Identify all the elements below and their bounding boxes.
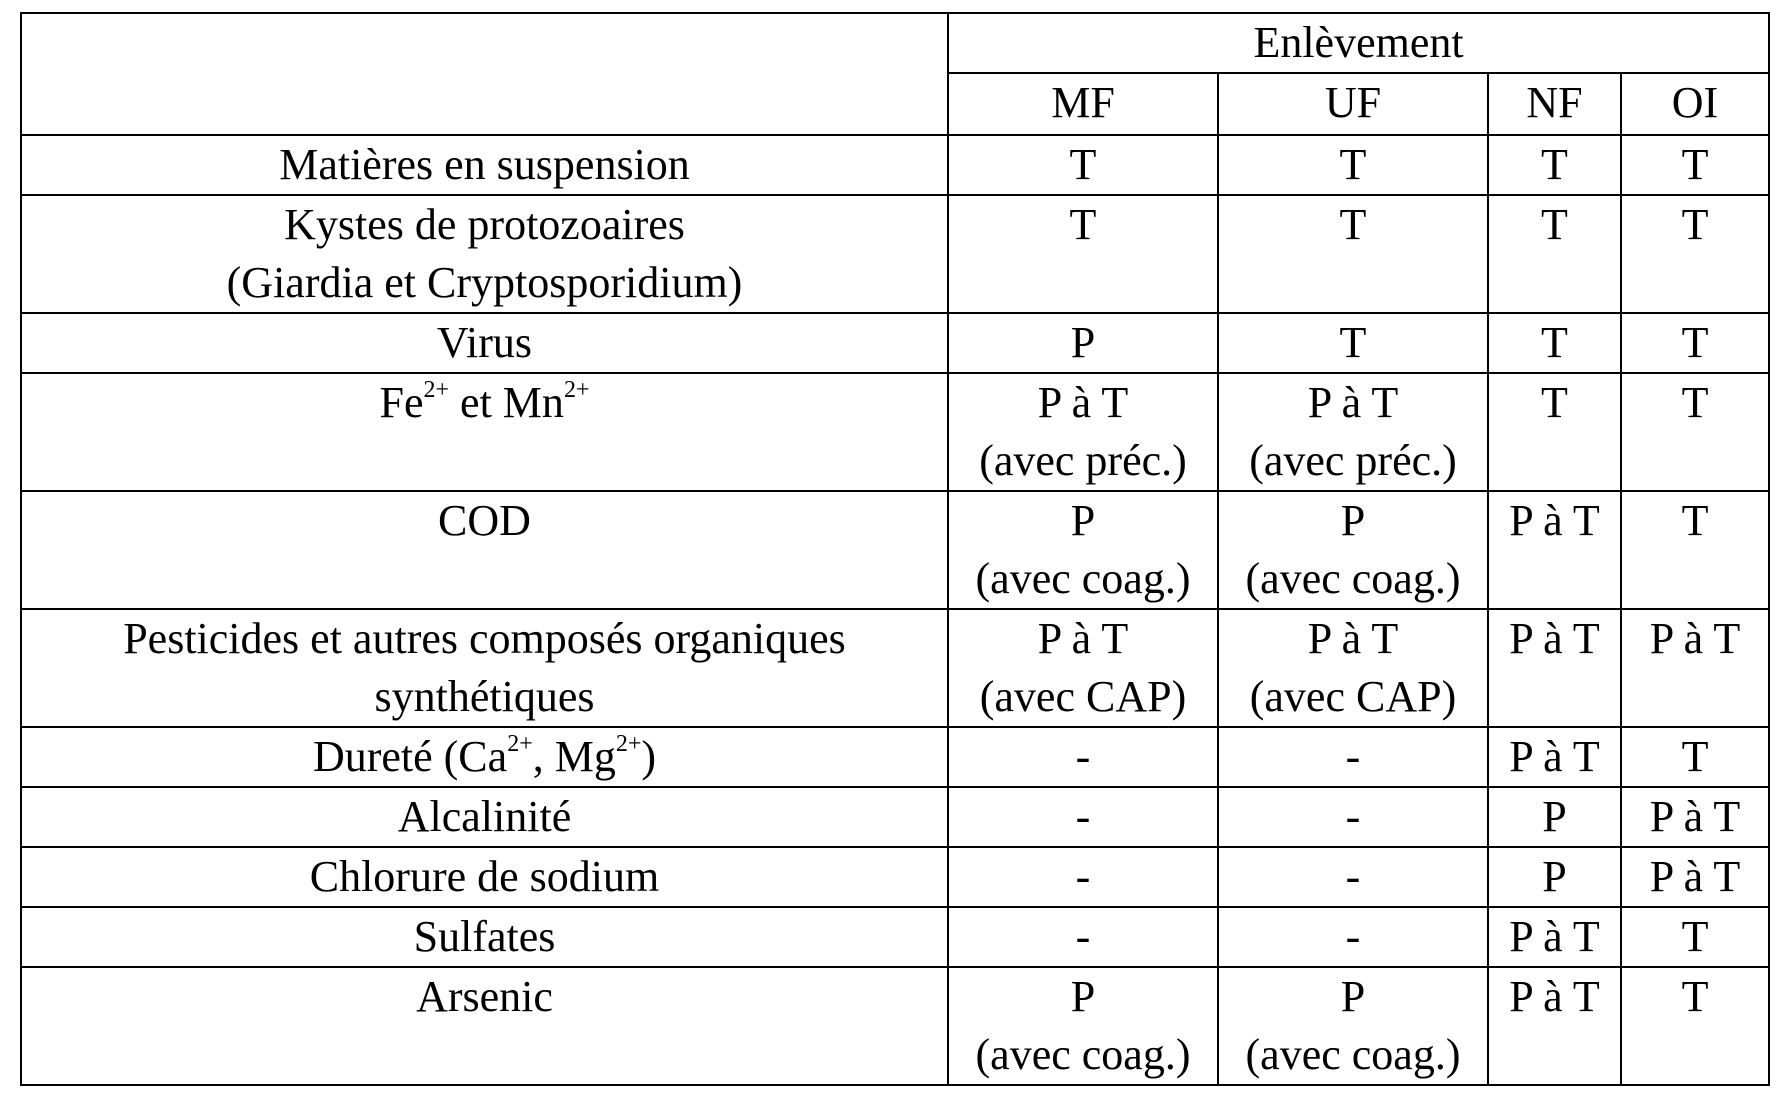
param-cell — [21, 491, 948, 609]
param-label: Fe — [379, 378, 424, 427]
param-cell — [21, 907, 948, 967]
param-cell — [21, 787, 948, 847]
value-main: P — [1340, 496, 1366, 545]
value-cell-uf: T — [1218, 313, 1488, 373]
col-header-oi: OI — [1621, 73, 1769, 135]
value-cell-uf: - — [1218, 787, 1488, 847]
superscript: 2+ — [423, 377, 450, 403]
value-cell-mf: - — [948, 727, 1218, 787]
table-row — [21, 967, 1769, 1085]
table-row — [21, 609, 1769, 727]
param-cell — [21, 967, 948, 1085]
param-label: Dureté (Ca — [312, 732, 508, 781]
value-main: P à T — [1037, 378, 1129, 427]
group-header: Enlèvement — [948, 13, 1769, 73]
param-cell — [21, 195, 948, 313]
value-note: (avec coag.) — [975, 1030, 1191, 1079]
value-cell-uf: T — [1218, 135, 1488, 195]
value-cell-uf: - — [1218, 847, 1488, 907]
value-cell-nf: T — [1488, 313, 1621, 373]
value-main: P — [1070, 972, 1096, 1021]
superscript: 2+ — [563, 377, 590, 403]
value-note: (avec coag.) — [1245, 1030, 1461, 1079]
table-row — [21, 313, 1769, 373]
value-cell-nf: P à T — [1488, 491, 1621, 609]
value-cell-oi: T — [1621, 135, 1769, 195]
table-row — [21, 787, 1769, 847]
param-cell — [21, 847, 948, 907]
value-cell-oi: P à T — [1621, 609, 1769, 727]
value-note: (avec CAP) — [1249, 672, 1457, 721]
value-cell-nf: T — [1488, 135, 1621, 195]
value-cell-oi: T — [1621, 727, 1769, 787]
value-cell-mf: - — [948, 787, 1218, 847]
value-cell-oi: P à T — [1621, 787, 1769, 847]
param-label: COD — [438, 496, 531, 545]
param-label-part: et Mn — [449, 378, 564, 427]
corner-cell — [21, 13, 948, 135]
value-cell-oi: T — [1621, 313, 1769, 373]
col-header-nf: NF — [1488, 73, 1621, 135]
value-cell-oi: T — [1621, 373, 1769, 491]
value-note: (avec coag.) — [1245, 554, 1461, 603]
param-cell — [21, 373, 948, 491]
value-cell-mf — [948, 967, 1218, 1085]
param-label: Pesticides et autres composés organiques — [123, 614, 846, 663]
param-label: Sulfates — [413, 912, 556, 961]
value-cell-nf: T — [1488, 373, 1621, 491]
value-cell-nf: P à T — [1488, 727, 1621, 787]
value-cell-nf: P — [1488, 787, 1621, 847]
superscript: 2+ — [507, 731, 533, 757]
table-row — [21, 491, 1769, 609]
value-cell-mf: T — [948, 195, 1218, 313]
value-cell-uf — [1218, 373, 1488, 491]
param-cell — [21, 609, 948, 727]
value-cell-oi: T — [1621, 195, 1769, 313]
table-row — [21, 847, 1769, 907]
param-label: Alcalinité — [397, 792, 572, 841]
value-cell-nf: P à T — [1488, 907, 1621, 967]
removal-table — [20, 12, 1770, 1086]
param-label: Matières en suspension — [279, 140, 690, 189]
param-label: Virus — [436, 318, 533, 367]
param-label-part: ) — [641, 732, 657, 781]
value-note: (avec coag.) — [975, 554, 1191, 603]
param-label-part: , Mg — [532, 732, 616, 781]
value-main: P à T — [1307, 614, 1399, 663]
value-main: P à T — [1307, 378, 1399, 427]
value-cell-mf — [948, 373, 1218, 491]
value-cell-oi: P à T — [1621, 847, 1769, 907]
col-header-uf: UF — [1218, 73, 1488, 135]
value-cell-uf — [1218, 609, 1488, 727]
table-row — [21, 135, 1769, 195]
table-row — [21, 195, 1769, 313]
value-cell-uf: T — [1218, 195, 1488, 313]
value-cell-nf: P à T — [1488, 967, 1621, 1085]
value-note: (avec préc.) — [1249, 436, 1457, 485]
value-cell-uf: - — [1218, 907, 1488, 967]
value-note: (avec préc.) — [979, 436, 1187, 485]
table-row — [21, 373, 1769, 491]
value-cell-mf: T — [948, 135, 1218, 195]
value-cell-oi: T — [1621, 491, 1769, 609]
value-cell-oi: T — [1621, 907, 1769, 967]
param-label: Arsenic — [416, 972, 553, 1021]
param-cell — [21, 313, 948, 373]
value-cell-mf: P — [948, 313, 1218, 373]
value-cell-uf — [1218, 967, 1488, 1085]
value-cell-mf: - — [948, 847, 1218, 907]
value-cell-uf — [1218, 491, 1488, 609]
value-cell-oi: T — [1621, 967, 1769, 1085]
value-note: (avec CAP) — [979, 672, 1187, 721]
param-cell — [21, 135, 948, 195]
table-row — [21, 907, 1769, 967]
superscript: 2+ — [615, 731, 642, 757]
value-main: P à T — [1037, 614, 1129, 663]
param-cell — [21, 727, 948, 787]
value-main: P — [1070, 496, 1096, 545]
value-cell-mf — [948, 609, 1218, 727]
value-cell-mf — [948, 491, 1218, 609]
value-cell-uf: - — [1218, 727, 1488, 787]
value-cell-nf: P — [1488, 847, 1621, 907]
value-cell-mf: - — [948, 907, 1218, 967]
param-label: Kystes de protozoaires — [284, 200, 685, 249]
value-cell-nf: P à T — [1488, 609, 1621, 727]
param-label-line2: (Giardia et Cryptosporidium) — [226, 258, 743, 307]
value-main: P — [1340, 972, 1366, 1021]
param-label-line2: synthétiques — [374, 672, 595, 721]
param-label: Chlorure de sodium — [309, 852, 660, 901]
value-cell-nf: T — [1488, 195, 1621, 313]
table-row — [21, 727, 1769, 787]
col-header-mf: MF — [948, 73, 1218, 135]
